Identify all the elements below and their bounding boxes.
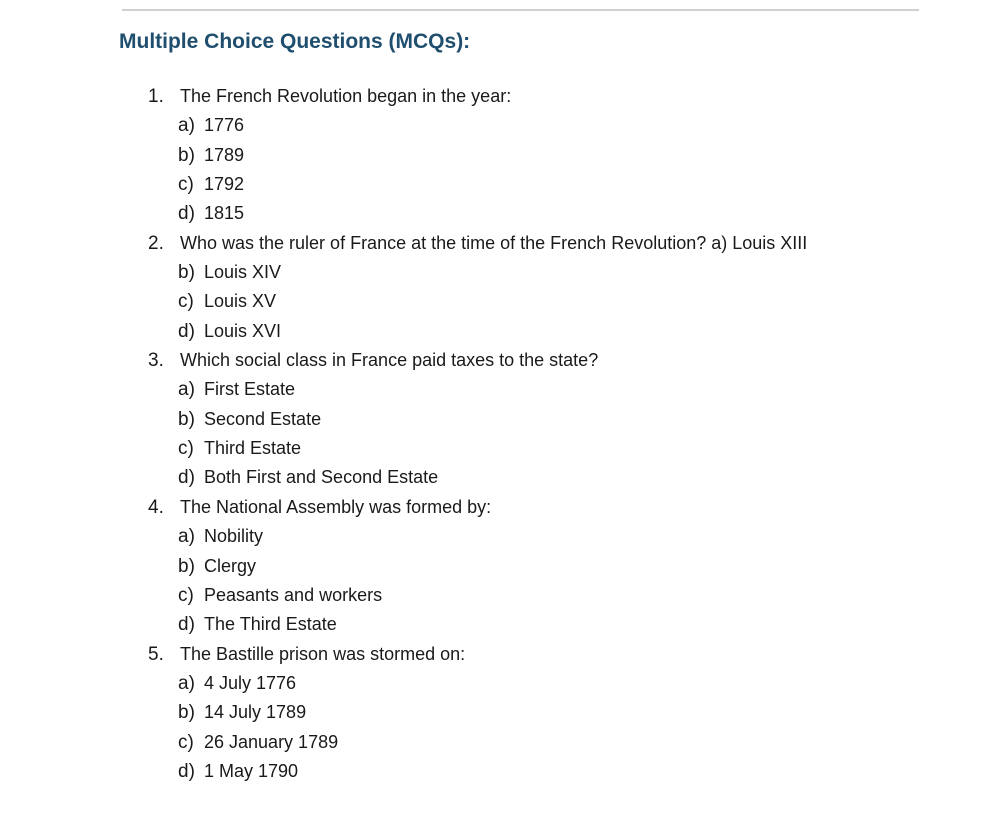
option-item: [0, 669, 1000, 698]
option-letter: b): [178, 702, 195, 724]
option-text: Second Estate: [204, 408, 322, 429]
option-text: 1815: [204, 203, 245, 224]
option-item: [0, 170, 1000, 199]
option-text: 1792: [204, 174, 245, 195]
question-number: 1.: [148, 86, 164, 107]
option-letter: d): [178, 614, 195, 636]
option-text: Both First and Second Estate: [204, 467, 439, 488]
section-heading: Multiple Choice Questions (MCQs):: [119, 30, 471, 53]
option-text: Nobility: [204, 526, 264, 547]
mcq-list: [0, 82, 1000, 786]
question-5: [0, 640, 1000, 669]
option-text: 4 July 1776: [204, 672, 297, 693]
question-text: The National Assembly was formed by:: [180, 496, 492, 517]
option-text: 1 May 1790: [204, 760, 299, 781]
question-1: [0, 82, 1000, 111]
option-text: Clergy: [204, 555, 257, 576]
option-item: [0, 199, 1000, 228]
question-text: The French Revolution began in the year:: [180, 86, 512, 106]
option-letter: b): [178, 555, 195, 577]
question-number: 3.: [148, 350, 164, 372]
option-text: First Estate: [204, 379, 296, 400]
option-item: [0, 434, 1000, 463]
question-2: [0, 229, 1000, 258]
option-text: Peasants and workers: [204, 584, 383, 605]
option-item: [0, 317, 1000, 346]
option-letter: a): [178, 379, 195, 401]
option-letter: d): [178, 320, 195, 342]
option-letter: b): [178, 144, 195, 166]
option-item: [0, 287, 1000, 316]
option-item: [0, 258, 1000, 287]
option-item: [0, 610, 1000, 639]
option-text: Louis XVI: [204, 320, 282, 341]
option-item: [0, 405, 1000, 434]
option-item: [0, 581, 1000, 610]
option-letter: c): [178, 174, 194, 196]
option-item: [0, 111, 1000, 140]
question-text: The Bastille prison was stormed on:: [180, 643, 466, 664]
option-letter: b): [178, 408, 195, 430]
option-letter: d): [178, 467, 195, 489]
option-letter: a): [178, 526, 195, 548]
option-item: [0, 698, 1000, 727]
option-item: [0, 728, 1000, 757]
question-text: Who was the ruler of France at the time of the French Revolution? a) Louis XIII: [180, 232, 808, 253]
option-item: [0, 141, 1000, 170]
option-letter: c): [178, 584, 194, 606]
option-letter: d): [178, 760, 195, 782]
question-4: [0, 493, 1000, 522]
option-letter: c): [178, 291, 194, 313]
option-text: Louis XV: [204, 291, 277, 312]
question-number: 5.: [148, 643, 164, 665]
question-number: 4.: [148, 496, 164, 518]
question-number: 2.: [148, 232, 164, 254]
option-item: [0, 552, 1000, 581]
option-text: Louis XIV: [204, 262, 282, 283]
option-text: 14 July 1789: [204, 702, 307, 723]
option-item: [0, 463, 1000, 492]
option-letter: d): [178, 203, 195, 225]
option-letter: b): [178, 262, 195, 284]
option-item: [0, 375, 1000, 404]
top-divider: [122, 9, 919, 11]
option-text: Third Estate: [204, 438, 302, 459]
option-item: [0, 757, 1000, 786]
question-text: Which social class in France paid taxes to the state?: [180, 350, 599, 371]
option-text: 1789: [204, 144, 245, 165]
option-letter: c): [178, 731, 194, 753]
option-letter: a): [178, 115, 195, 137]
question-3: [0, 346, 1000, 375]
option-text: 1776: [204, 115, 245, 136]
option-letter: a): [178, 672, 195, 694]
option-letter: c): [178, 438, 194, 460]
option-text: The Third Estate: [204, 614, 337, 635]
option-item: [0, 522, 1000, 551]
option-text: 26 January 1789: [204, 731, 339, 752]
